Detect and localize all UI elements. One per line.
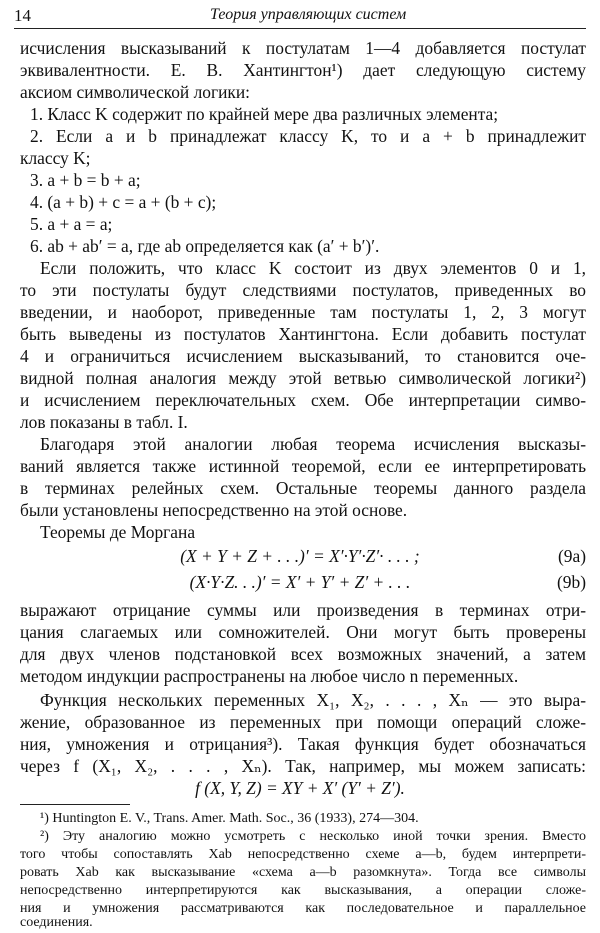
text-line: аксиом символической логики: [20, 82, 250, 102]
text-line: были установлены непосредственно на этой основе. [20, 500, 408, 520]
footnote-2-line: ровать Xab как высказывание «схема a—b разомкнута». Тогда все символы [20, 865, 586, 880]
footnote-2-line: того чтобы сопоставлять Xab непосредственно схеме a—b, будем интерпрети- [20, 847, 586, 862]
page-header [14, 6, 586, 29]
page-number: 14 [14, 6, 31, 25]
axiom-1: 1. Класс K содержит по крайней мере два различных элемента; [30, 104, 499, 124]
axiom-4: 4. (a + b) + c = a + (b + c); [30, 192, 217, 212]
text-line: введении, и наоборот, приведенные там постулаты 1, 2, 3 могут [20, 302, 586, 322]
text-line: ния, умножения и отрицания³). Такая функция будет обозначаться [20, 734, 586, 754]
footnote-2: ²) Эту аналогию можно усмотреть с несколько иной точки зрения. Вместо [40, 829, 586, 844]
text-line: методом индукции распространены на любое число n переменных. [20, 666, 519, 686]
running-title: Теория управляющих систем [210, 6, 407, 23]
text-line: то эти постулаты будут следствиями постулатов, приведенных во [20, 280, 586, 300]
axiom-2: 2. Если a и b принадлежат классу K, то и a + b принадлежит [30, 126, 586, 146]
footnote-1: ¹) Huntington E. V., Trans. Amer. Math. Soc., 36 (1933), 274—304. [40, 811, 419, 826]
axiom-2-cont: классу K; [20, 148, 91, 168]
text-line: исчисления высказываний к постулатам 1—4 добавляется постулат [20, 38, 586, 58]
footnote-2-line: соединения. [20, 915, 93, 930]
text-line: для двух членов подстановкой всех возможных значений, а затем [20, 644, 586, 664]
text-line: Функция нескольких переменных X₁, X₂, . . . , Xₙ — это выра- [40, 690, 586, 710]
text-line: выражают отрицание суммы или произведения в терминах отри- [20, 600, 586, 620]
text-line: жение, образованное из переменных при помощи операций сложе- [20, 712, 586, 732]
text-line: ваний является также истинной теоремой, если ее интерпретировать [20, 456, 586, 476]
equation-9b-number: (9b) [557, 572, 586, 592]
text-line: видной полная аналогия между этой ветвью символической логики²) [20, 368, 586, 388]
text-line: 4 и ограничиться исчислением высказываний, то становится оче- [20, 346, 586, 366]
axiom-5: 5. a + a = a; [30, 214, 113, 234]
equation-9a-number: (9a) [558, 546, 586, 566]
text-line: через f (X₁, X₂, . . . , Xₙ). Так, например, мы можем записать: [20, 756, 586, 776]
text-line: эквивалентности. Е. В. Хантингтон¹) дает следующую систему [20, 60, 586, 80]
footnote-2-line: ния и умножения рассматриваются как последовательное и параллельное [20, 901, 586, 916]
axiom-3: 3. a + b = b + a; [30, 170, 141, 190]
text-line: цания слагаемых или сомножителей. Они могут быть проверены [20, 622, 586, 642]
equation-9b: (X·Y·Z. . .)′ = X′ + Y′ + Z′ + . . . [189, 572, 411, 592]
text-line: в терминах релейных схем. Остальные теоремы данного раздела [20, 478, 586, 498]
function-formula: f (X, Y, Z) = XY + X′ (Y′ + Z′). [195, 778, 405, 798]
text-line: быть выведены из постулатов Хантингтона. Если добавить постулат [20, 324, 586, 344]
text-line: Благодаря этой аналогии любая теорема исчисления высказы- [40, 434, 586, 454]
footnote-2-line: непосредственно интерпретируются как высказывания, а операции сложе- [20, 883, 586, 898]
axiom-6: 6. ab + ab′ = a, где ab определяется как (a′ + b′)′. [30, 236, 380, 256]
text-line: Если положить, что класс K состоит из двух элементов 0 и 1, [40, 258, 586, 278]
equation-9a: (X + Y + Z + . . .)′ = X′·Y′·Z′· . . . ; [180, 546, 420, 566]
footnote-separator [20, 804, 130, 805]
text-line: и исчислением переключательных схем. Обе интерпретации симво- [20, 390, 586, 410]
text-line: Теоремы де Моргана [40, 522, 196, 542]
text-line: лов показаны в табл. I. [20, 412, 188, 432]
